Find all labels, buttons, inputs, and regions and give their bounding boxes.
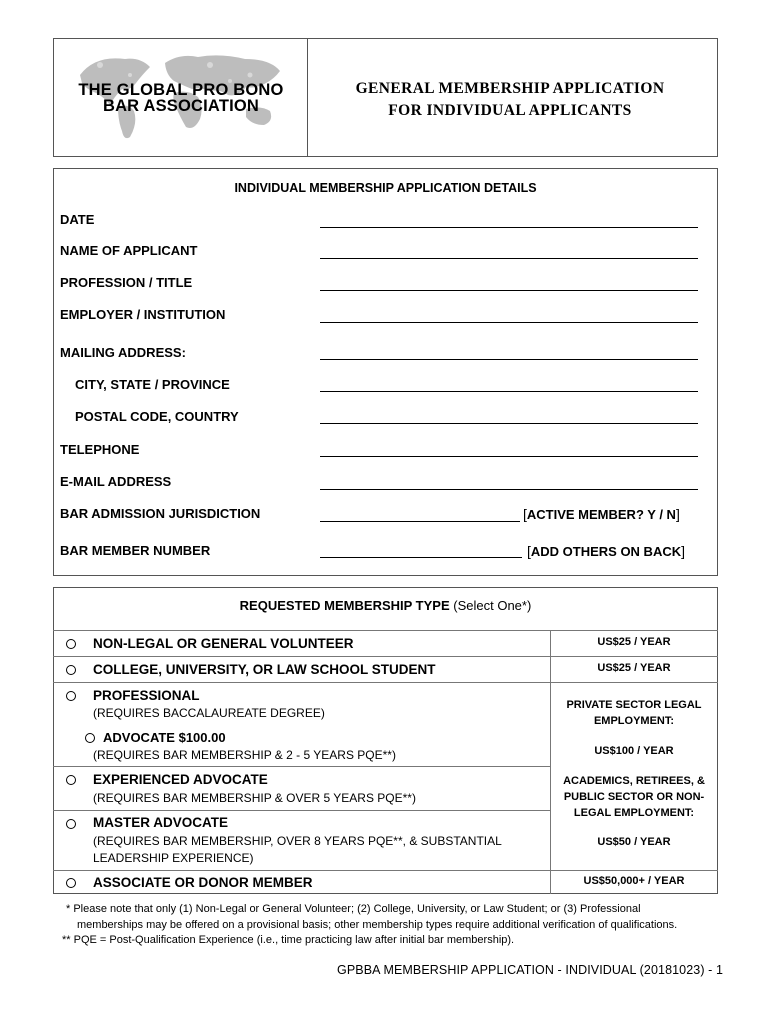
add-others-note: [ADD OTHERS ON BACK] xyxy=(527,543,686,559)
associate-radio[interactable] xyxy=(66,878,76,888)
postal-input-line[interactable] xyxy=(320,423,698,424)
professional-radio[interactable] xyxy=(66,691,76,701)
field-label-bar-number: BAR MEMBER NUMBER xyxy=(60,543,211,558)
membership-title-bold: REQUESTED MEMBERSHIP TYPE xyxy=(239,598,450,613)
logo-line-1: THE GLOBAL PRO BONO xyxy=(78,81,284,99)
academics-line-1: ACADEMICS, RETIREES, & xyxy=(563,775,705,787)
field-label-city: CITY, STATE / PROVINCE xyxy=(75,377,230,392)
field-label-bar-jurisdiction: BAR ADMISSION JURISDICTION xyxy=(60,506,261,521)
email-input-line[interactable] xyxy=(320,489,698,490)
master-radio[interactable] xyxy=(66,819,76,829)
membership-title xyxy=(53,598,718,613)
advocate-requirement: (REQUIRES BAR MEMBERSHIP & 2 - 5 YEARS PQE**) xyxy=(93,748,396,762)
option-professional: PROFESSIONAL xyxy=(93,688,200,703)
price-private-sector xyxy=(550,697,718,729)
price-student: US$25 / YEAR xyxy=(597,662,671,674)
telephone-input-line[interactable] xyxy=(320,456,698,457)
price-associate: US$50,000+ / YEAR xyxy=(583,875,685,887)
form-title xyxy=(310,78,710,122)
student-radio[interactable] xyxy=(66,665,76,675)
option-master: MASTER ADVOCATE xyxy=(93,815,228,830)
option-student: COLLEGE, UNIVERSITY, OR LAW SCHOOL STUDENT xyxy=(93,662,436,677)
row-line-1 xyxy=(53,656,718,657)
price-academics-amount: US$50 / YEAR xyxy=(597,836,671,848)
price-private-amount: US$100 / YEAR xyxy=(594,745,674,757)
form-title-line-2: FOR INDIVIDUAL APPLICANTS xyxy=(388,102,632,119)
field-label-name: NAME OF APPLICANT xyxy=(60,243,198,258)
footnote-provisional-line-2: memberships may be offered on a provisional basis; other membership types require additional verification of qualifications. xyxy=(77,918,678,931)
experienced-radio[interactable] xyxy=(66,775,76,785)
row-line-2 xyxy=(53,682,718,683)
field-label-postal: POSTAL CODE, COUNTRY xyxy=(75,409,239,424)
master-requirement-2: LEADERSHIP EXPERIENCE) xyxy=(93,851,254,865)
logo-wordmark xyxy=(68,82,294,114)
date-input-line[interactable] xyxy=(320,227,698,228)
profession-input-line[interactable] xyxy=(320,290,698,291)
header-divider xyxy=(307,38,308,157)
bar-jurisdiction-input-line[interactable] xyxy=(320,521,520,522)
experienced-requirement: (REQUIRES BAR MEMBERSHIP & OVER 5 YEARS PQE**) xyxy=(93,791,416,805)
footnote-provisional xyxy=(66,902,710,933)
option-volunteer: NON-LEGAL OR GENERAL VOLUNTEER xyxy=(93,636,354,651)
option-experienced: EXPERIENCED ADVOCATE xyxy=(93,772,268,787)
page-footer: GPBBA MEMBERSHIP APPLICATION - INDIVIDUAL (20181023) - 1 xyxy=(337,963,724,977)
academics-line-3: LEGAL EMPLOYMENT: xyxy=(573,807,695,819)
field-label-date: DATE xyxy=(60,212,95,227)
field-label-mailing: MAILING ADDRESS: xyxy=(60,345,186,360)
active-member-note: [ACTIVE MEMBER? Y / N] xyxy=(523,506,680,522)
logo-line-2: BAR ASSOCIATION xyxy=(102,97,260,115)
name-input-line[interactable] xyxy=(320,258,698,259)
field-label-telephone: TELEPHONE xyxy=(60,442,140,457)
membership-title-plain: (Select One*) xyxy=(453,598,532,613)
option-advocate: ADVOCATE $100.00 xyxy=(103,730,226,745)
form-title-line-1: GENERAL MEMBERSHIP APPLICATION xyxy=(355,80,665,97)
price-volunteer: US$25 / YEAR xyxy=(597,636,671,648)
bar-number-input-line[interactable] xyxy=(320,557,522,558)
details-title: INDIVIDUAL MEMBERSHIP APPLICATION DETAILS xyxy=(234,181,537,195)
footnote-pqe: ** PQE = Post-Qualification Experience (i.e., time practicing law after initial bar membership). xyxy=(62,934,515,946)
option-associate: ASSOCIATE OR DONOR MEMBER xyxy=(93,875,313,890)
row-line-3 xyxy=(53,766,550,767)
field-label-employer: EMPLOYER / INSTITUTION xyxy=(60,307,226,322)
price-academics xyxy=(550,773,718,821)
employer-input-line[interactable] xyxy=(320,322,698,323)
private-sector-line-1: PRIVATE SECTOR LEGAL xyxy=(566,699,702,711)
volunteer-radio[interactable] xyxy=(66,639,76,649)
table-top-line xyxy=(53,630,718,631)
row-line-4 xyxy=(53,810,550,811)
footnote-provisional-line-1: * Please note that only (1) Non-Legal or General Volunteer; (2) College, University, or Law Student; or (3) Professional xyxy=(66,903,641,915)
academics-line-2: PUBLIC SECTOR OR NON- xyxy=(563,791,705,803)
add-others-text: ADD OTHERS ON BACK xyxy=(530,544,682,559)
field-label-profession: PROFESSION / TITLE xyxy=(60,275,193,290)
city-input-line[interactable] xyxy=(320,391,698,392)
active-member-text: ACTIVE MEMBER? Y / N xyxy=(526,507,676,522)
mailing-input-line[interactable] xyxy=(320,359,698,360)
field-label-email: E-MAIL ADDRESS xyxy=(60,474,172,489)
professional-requirement: (REQUIRES BACCALAUREATE DEGREE) xyxy=(93,706,325,720)
advocate-radio[interactable] xyxy=(85,733,95,743)
row-line-5 xyxy=(53,870,718,871)
private-sector-line-2: EMPLOYMENT: xyxy=(593,715,675,727)
master-requirement-1: (REQUIRES BAR MEMBERSHIP, OVER 8 YEARS PQE**, & SUBSTANTIAL xyxy=(93,834,502,848)
